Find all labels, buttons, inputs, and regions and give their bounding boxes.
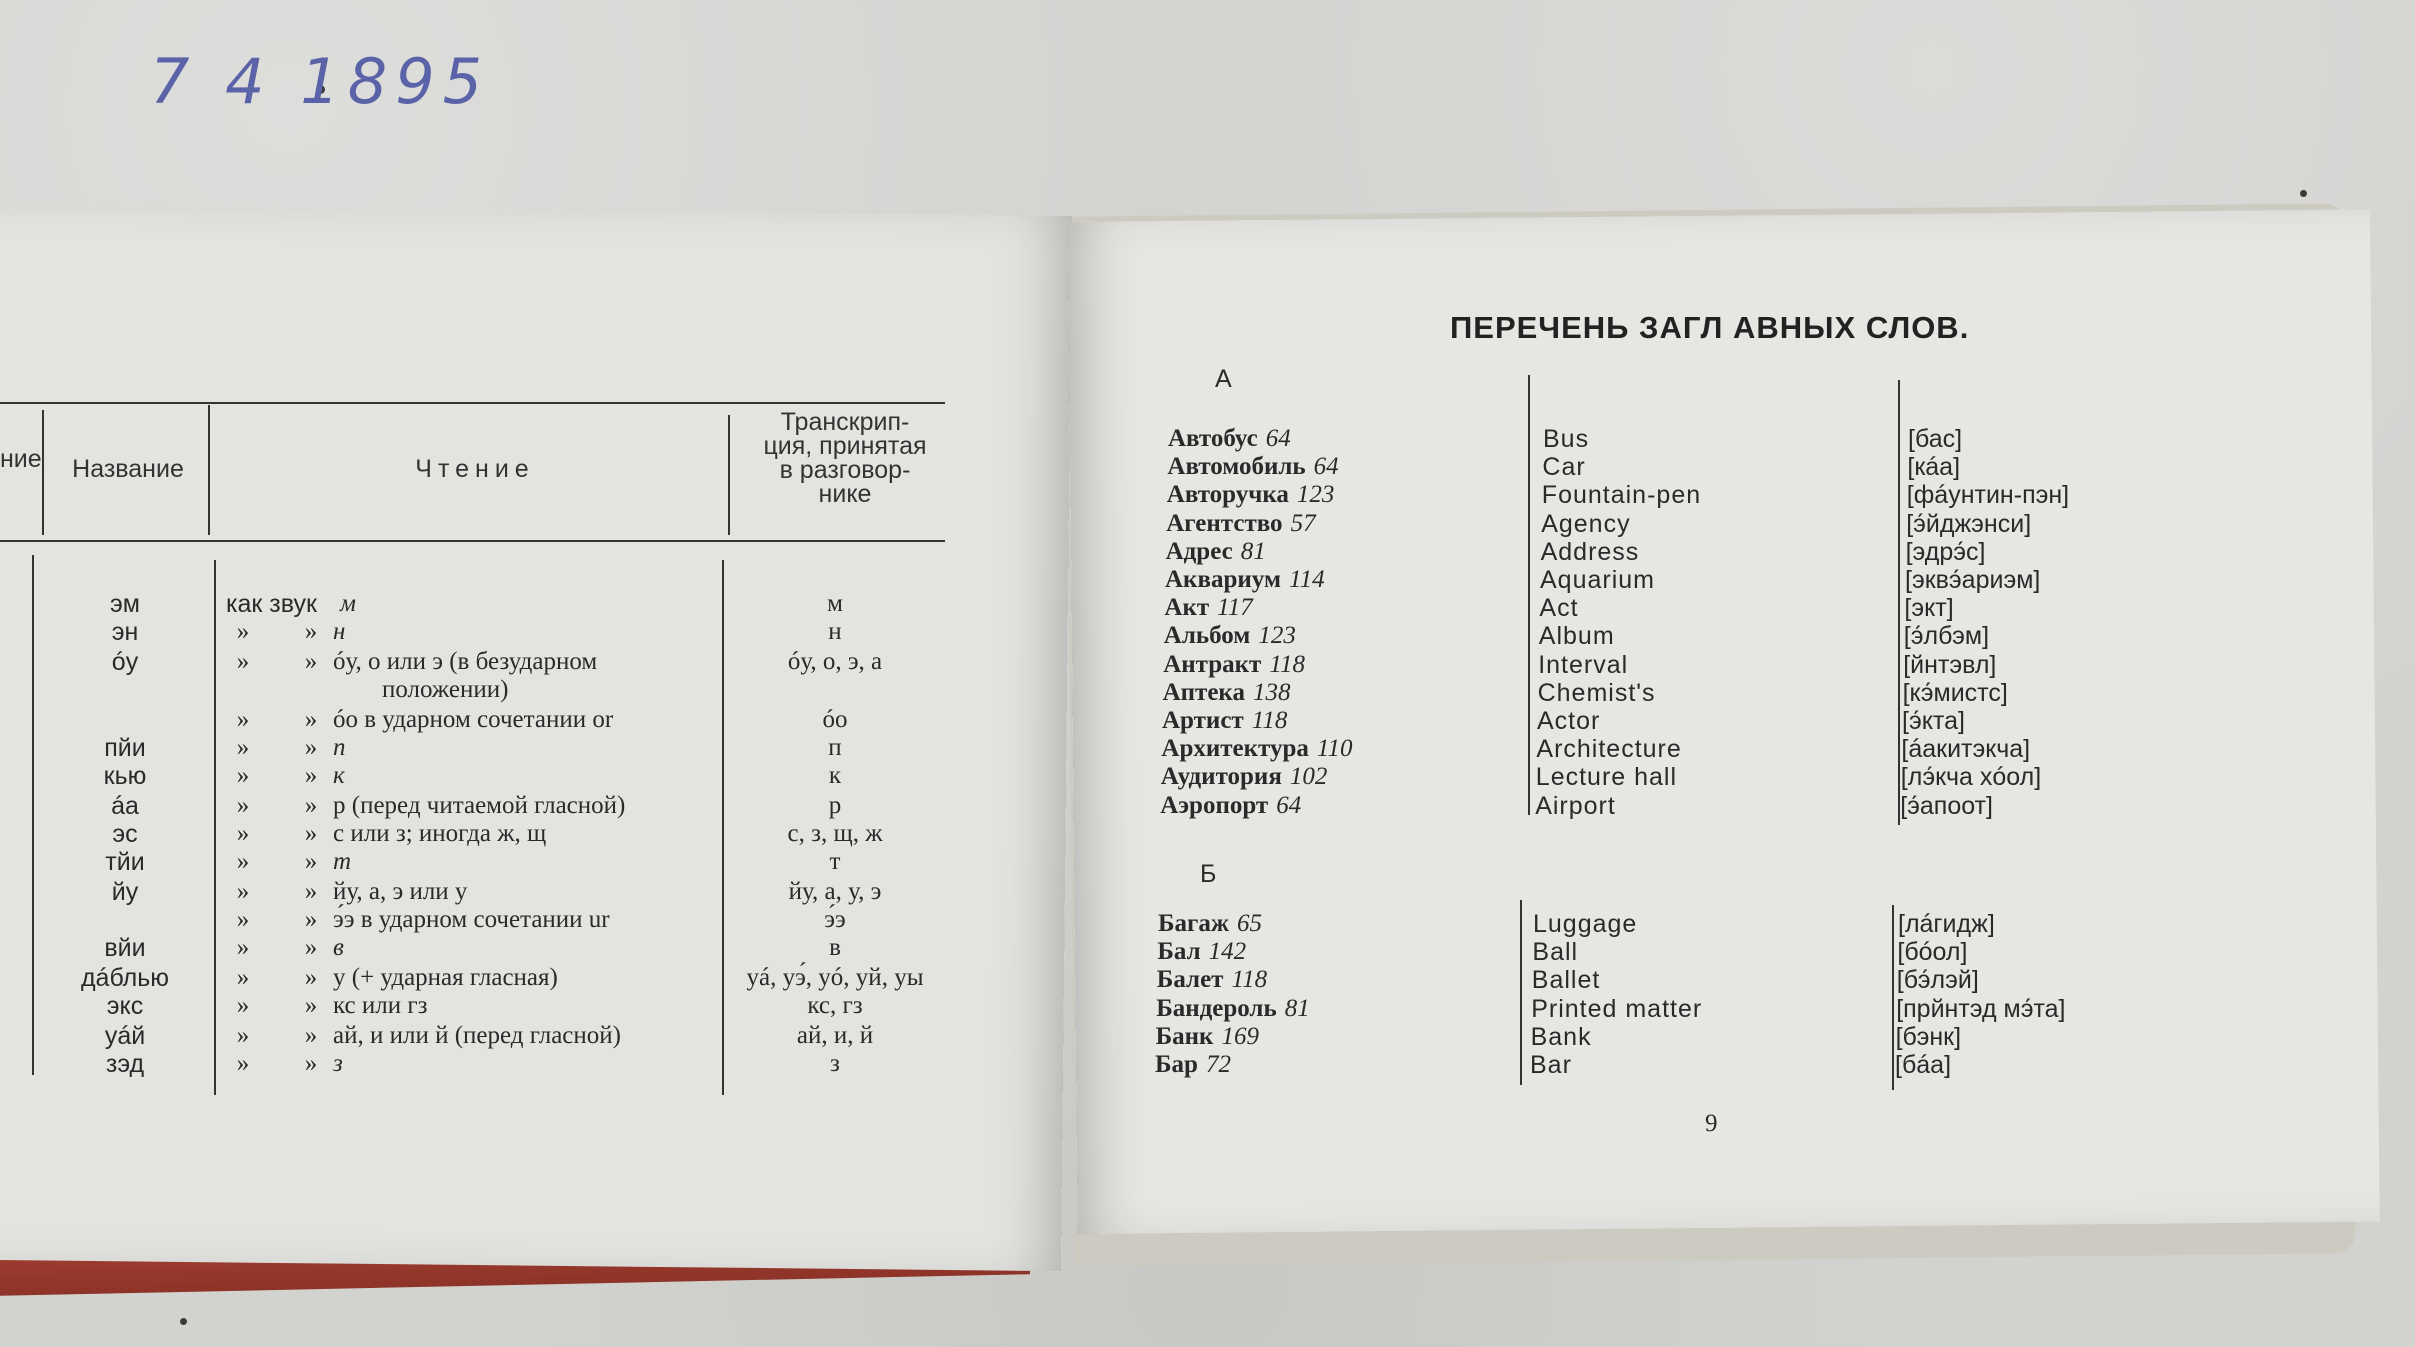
col-header-transcription: Транскрип- ция, принятая в разговор- нике (763, 408, 927, 508)
russian-word-text: Альбом (1163, 622, 1251, 650)
ditto-mark: » (304, 1022, 318, 1049)
ditto-mark: » (236, 1022, 250, 1049)
ditto-mark: » (304, 964, 318, 991)
english-word: Chemist's (1537, 678, 1656, 707)
speck (180, 1318, 187, 1325)
phonetic-transcription: [бэнк] (1895, 1022, 1962, 1051)
reading-text: ай, и или й (перед гласной) (333, 1022, 621, 1049)
phonetic-transcription: [э́апоот] (1900, 791, 1993, 820)
col-header-reading: Чтение (415, 455, 535, 483)
phonetic-transcription: [лáгидж] (1898, 910, 1995, 938)
reading-text: кс или гз (333, 992, 428, 1019)
ditto-mark: » (236, 878, 250, 905)
english-word: Architecture (1536, 735, 1682, 764)
ditto-mark: » (304, 848, 318, 875)
letter-name: пйи (104, 734, 146, 762)
russian-word (1163, 679, 1291, 707)
russian-word (1156, 995, 1310, 1023)
transcription: óу, о, э, а (787, 648, 883, 675)
table-col-rule (214, 560, 216, 1095)
reading-text: п (333, 734, 346, 761)
reading-text: р (перед читаемой гласной) (333, 792, 626, 819)
ditto-mark: » (304, 878, 318, 905)
letter-name: дáблью (80, 964, 170, 992)
page-reference: 72 (1205, 1051, 1231, 1078)
english-word: Fountain-pen (1541, 481, 1702, 510)
page-reference: 118 (1269, 650, 1305, 678)
russian-word (1161, 735, 1352, 763)
russian-word-text: Бал (1157, 938, 1201, 966)
page-number: 9 (1705, 1110, 1718, 1137)
russian-word-text: Адрес (1165, 537, 1233, 565)
table-col-rule (208, 405, 210, 535)
speck (2300, 190, 2307, 197)
ditto-mark: » (236, 648, 250, 675)
transcription: в (829, 934, 841, 961)
russian-word (1166, 538, 1266, 566)
reading-text: положении) (382, 676, 509, 703)
phonetic-transcription: [áакитэкча] (1901, 735, 2031, 764)
table-header-rule (0, 540, 945, 542)
letter-name: зэд (105, 1050, 145, 1078)
column-rule (1520, 900, 1522, 1085)
english-word: Printed matter (1531, 994, 1703, 1023)
letter-name: óу (111, 648, 139, 676)
handwritten-number: 7 4 1895 (150, 45, 491, 118)
ditto-mark: » (304, 992, 318, 1019)
phonetic-transcription: [бáа] (1895, 1051, 1952, 1079)
english-word: Luggage (1533, 910, 1638, 938)
transcription: кс, гз (807, 992, 863, 1019)
ditto-mark: » (236, 792, 250, 819)
russian-word-text: Артист (1162, 707, 1244, 734)
page-reference: 142 (1208, 938, 1247, 966)
english-word: Actor (1537, 707, 1601, 735)
transcription: йу, а, у, э (788, 878, 882, 905)
russian-word-text: Аптека (1162, 678, 1245, 706)
page-reference: 117 (1217, 594, 1253, 622)
reading-text: с или з; иногда ж, щ (333, 820, 547, 847)
page-reference: 118 (1231, 966, 1268, 994)
section-letter: Б (1200, 860, 1217, 888)
ditto-mark: » (304, 648, 318, 675)
english-word: Album (1538, 622, 1615, 651)
phonetic-transcription: [экт] (1904, 594, 1954, 623)
russian-word-text: Бар (1155, 1051, 1198, 1078)
letter-name: вйи (104, 934, 146, 962)
english-word: Ballet (1531, 966, 1601, 995)
page-reference: 138 (1252, 678, 1291, 706)
russian-word-text: Балет (1156, 966, 1224, 994)
ditto-mark: » (304, 1050, 318, 1077)
page-reference: 64 (1313, 453, 1339, 481)
column-rule (1892, 905, 1894, 1090)
transcription: óо (822, 706, 848, 733)
reading-text: у (+ ударная гласная) (333, 964, 558, 991)
page-reference: 102 (1289, 763, 1328, 791)
russian-word (1163, 651, 1305, 679)
letter-name: эс (112, 820, 138, 848)
english-word: Act (1539, 594, 1579, 623)
english-word: Bus (1543, 425, 1590, 453)
phonetic-transcription: [фáунтин-пэн] (1906, 481, 2070, 510)
phonetic-transcription: [эдрэ́с] (1905, 537, 1986, 566)
russian-word-text: Аудитория (1160, 763, 1282, 791)
transcription: з (830, 1050, 840, 1077)
ditto-mark: » (304, 906, 318, 933)
page-reference: 81 (1284, 994, 1310, 1022)
reading-text: йу, а, э или у (333, 878, 468, 905)
reading-text: к (333, 762, 345, 789)
reading-text: э́э в ударном сочетании ur (333, 906, 610, 933)
russian-word (1168, 425, 1291, 453)
english-word: Address (1540, 537, 1640, 566)
russian-word-text: Автобус (1168, 425, 1258, 452)
column-rule (1898, 380, 1900, 825)
col-header-partial: ние (0, 445, 42, 473)
russian-word (1158, 910, 1262, 938)
phonetic-transcription: [кáа] (1907, 453, 1961, 482)
russian-word (1164, 594, 1252, 622)
table-top-rule (0, 402, 945, 404)
ditto-mark: » (304, 706, 318, 733)
transcription: к (828, 762, 842, 789)
page-reference: 123 (1258, 622, 1296, 650)
ditto-mark: » (236, 706, 250, 733)
english-word: Car (1542, 453, 1586, 482)
russian-word-text: Автомобиль (1167, 453, 1306, 481)
letter-name: эм (110, 590, 140, 618)
english-word: Airport (1535, 791, 1616, 820)
phonetic-transcription: [бóол] (1897, 938, 1968, 967)
page-reference: 114 (1288, 566, 1325, 593)
letter-name: áа (111, 792, 139, 820)
letter-name: уáй (104, 1022, 146, 1050)
russian-word-text: Акт (1164, 594, 1210, 622)
letter-name: эн (111, 618, 139, 646)
table-col-rule (32, 555, 34, 1075)
page-reference: 169 (1221, 1022, 1259, 1050)
ditto-mark: » (304, 820, 318, 847)
russian-word (1167, 453, 1338, 481)
ditto-mark: » (236, 762, 250, 789)
column-rule (1528, 375, 1530, 815)
phonetic-transcription: [э́кта] (1902, 707, 1965, 735)
russian-word-text: Аэропорт (1160, 791, 1269, 819)
page-reference: 81 (1240, 537, 1266, 565)
page-reference: 64 (1276, 791, 1302, 819)
reading-text: óу, о или э (в безударном (333, 648, 598, 675)
russian-word-text: Антракт (1163, 650, 1262, 678)
ditto-mark: » (236, 906, 250, 933)
reading-text: óо в ударном сочетании or (333, 706, 614, 733)
english-word: Interval (1538, 650, 1629, 679)
ditto-mark: » (236, 848, 250, 875)
phonetic-transcription: [прйнтэд мэ́та] (1896, 994, 2066, 1023)
ditto-mark: » (236, 820, 250, 847)
phonetic-transcription: [йнтэвл] (1903, 650, 1997, 679)
phonetic-transcription: [бэ́лэй] (1896, 966, 1979, 995)
col-header-name: Название (72, 455, 184, 483)
russian-word (1166, 510, 1315, 538)
letter-name: кью (103, 762, 147, 790)
ditto-mark: » (304, 734, 318, 761)
page-reference: 110 (1316, 735, 1353, 763)
russian-word (1160, 792, 1301, 820)
phonetic-transcription: [эквэ́ариэм] (1905, 566, 2041, 594)
ditto-mark: » (236, 734, 250, 761)
page-reference: 57 (1290, 509, 1316, 537)
transcription: ай, и, й (796, 1022, 874, 1049)
page-reference: 118 (1251, 707, 1288, 734)
russian-word-text: Бандероль (1156, 994, 1277, 1022)
russian-word-text: Авторучка (1166, 481, 1289, 509)
russian-word (1162, 707, 1287, 735)
ditto-mark: » (304, 934, 318, 961)
reading-text: з (333, 1050, 343, 1077)
russian-word (1165, 566, 1325, 594)
ditto-mark: » (236, 964, 250, 991)
reading-prefix: как звук (226, 590, 317, 618)
russian-word (1156, 1023, 1259, 1051)
transcription: т (829, 848, 841, 875)
page-title: ПЕРЕЧЕНЬ ЗАГЛ АВНЫХ СЛОВ. (1450, 310, 1970, 345)
phonetic-transcription: [лэ́кча хóол] (1900, 763, 2042, 792)
ditto-mark: » (304, 792, 318, 819)
russian-word (1157, 966, 1267, 994)
letter-name: экс (106, 992, 144, 1020)
transcription: э́э (824, 906, 846, 933)
phonetic-transcription: [бас] (1908, 425, 1963, 453)
transcription: уá, уэ́, уó, уй, уы (746, 964, 924, 991)
english-word: Agency (1541, 509, 1631, 538)
transcription: р (828, 792, 842, 819)
ditto-mark: » (236, 934, 250, 961)
table-col-rule (42, 410, 44, 535)
english-word: Lecture hall (1535, 763, 1678, 792)
reading-text: в (333, 934, 344, 961)
transcription: н (828, 618, 842, 645)
page-reference: 123 (1296, 481, 1335, 509)
russian-word-text: Архитектура (1161, 735, 1309, 763)
ditto-mark: » (304, 618, 318, 645)
ditto-mark: » (236, 1050, 250, 1077)
reading-text: н (333, 618, 346, 645)
ditto-mark: » (304, 762, 318, 789)
russian-word (1157, 938, 1246, 966)
letter-name: тйи (105, 848, 145, 876)
reading-text: т (333, 848, 352, 875)
phonetic-transcription: [э́йджэнси] (1906, 509, 2032, 538)
letter-name: йу (111, 878, 139, 906)
ditto-mark: » (236, 618, 250, 645)
ditto-mark: » (236, 992, 250, 1019)
transcription: п (828, 734, 842, 761)
transcription: с, з, щ, ж (787, 820, 883, 847)
english-word: Aquarium (1540, 566, 1655, 594)
english-word: Bar (1530, 1051, 1572, 1079)
russian-word (1155, 1051, 1231, 1079)
russian-word (1167, 481, 1335, 509)
phonetic-transcription: [кэ́мистс] (1902, 678, 2008, 707)
russian-word-text: Агентство (1166, 509, 1283, 537)
english-word: Ball (1532, 938, 1579, 967)
russian-word-text: Багаж (1158, 910, 1230, 937)
phonetic-transcription: [э́лбэм] (1903, 622, 1990, 651)
russian-word-text: Аквариум (1165, 566, 1281, 593)
page-reference: 65 (1237, 910, 1263, 937)
reading-text: м (340, 590, 356, 617)
transcription: м (827, 590, 843, 617)
section-letter: А (1215, 365, 1232, 393)
russian-word (1164, 622, 1296, 650)
russian-word-text: Банк (1155, 1022, 1214, 1050)
russian-word (1161, 763, 1328, 791)
english-word: Bank (1530, 1022, 1592, 1051)
page-reference: 64 (1265, 425, 1291, 452)
